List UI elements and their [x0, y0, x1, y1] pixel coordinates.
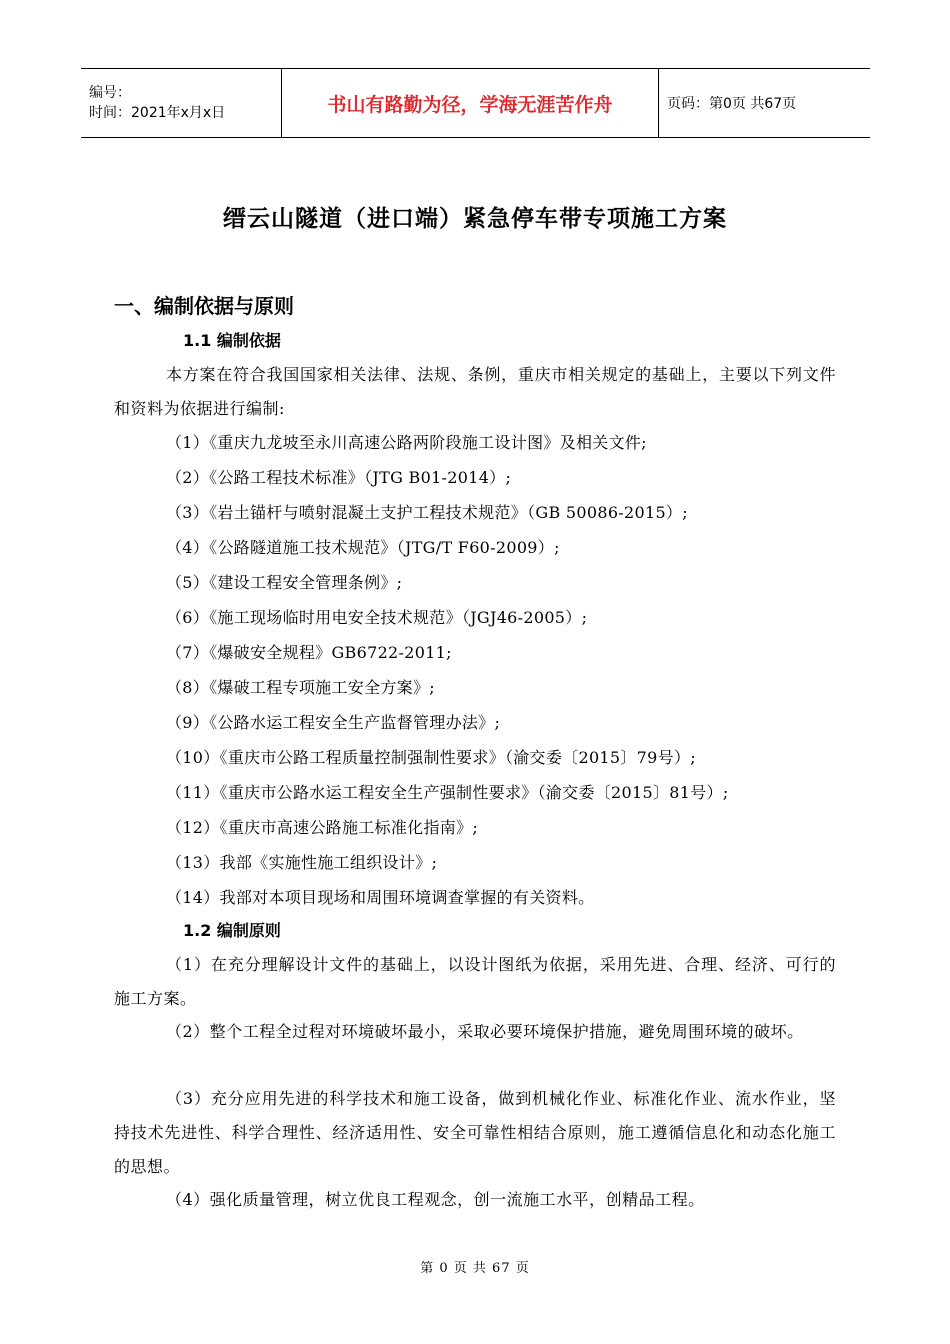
page-footer: 第 0 页 共 67 页 — [420, 1261, 530, 1276]
principle-paragraph: （4）强化质量管理，树立优良工程观念，创一流施工水平，创精品工程。 — [166, 1190, 705, 1209]
intro-paragraph: 本方案在符合我国国家相关法律、法规、条例，重庆市相关规定的基础上，主要以下列文件和资料为依据进行编制: — [114, 365, 836, 418]
basis-item: （14）我部对本项目现场和周围环境调查掌握的有关资料。 — [166, 888, 595, 907]
subsection-heading-1-1: 1.1 编制依据 — [183, 331, 281, 350]
document-title: 缙云山隧道（进口端）紧急停车带专项施工方案 — [223, 206, 727, 232]
header-page-info — [659, 69, 870, 137]
basis-item: （13）我部《实施性施工组织设计》; — [166, 853, 438, 872]
basis-item: （1）《重庆九龙坡至永川高速公路两阶段施工设计图》及相关文件; — [166, 433, 647, 452]
page-info-text: 页码：第0页 共67页 — [667, 96, 797, 112]
section-heading-1: 一、编制依据与原则 — [114, 294, 294, 318]
basis-item: （4）《公路隧道施工技术规范》（JTG/T F60-2009）; — [166, 538, 560, 557]
basis-item: （7）《爆破安全规程》GB6722-2011; — [166, 643, 452, 662]
basis-item: （10）《重庆市公路工程质量控制强制性要求》（渝交委〔2015〕79号）; — [166, 748, 696, 767]
basis-item: （11）《重庆市公路水运工程安全生产强制性要求》（渝交委〔2015〕81号）; — [166, 783, 729, 802]
page-header — [81, 68, 870, 138]
header-meta — [81, 69, 281, 137]
document-number-label: 编号： — [89, 85, 131, 101]
motto-text: 书山有路勤为径，学海无涯苦作舟 — [327, 93, 613, 116]
basis-item: （8）《爆破工程专项施工安全方案》; — [166, 678, 435, 697]
subsection-heading-1-2: 1.2 编制原则 — [183, 921, 281, 940]
basis-item: （9）《公路水运工程安全生产监督管理办法》; — [166, 713, 501, 732]
basis-item: （3）《岩土锚杆与喷射混凝土支护工程技术规范》（GB 50086-2015）; — [166, 503, 688, 522]
basis-item: （6）《施工现场临时用电安全技术规范》（JGJ46-2005）; — [166, 608, 588, 627]
document-time: 时间：2021年x月x日 — [89, 105, 226, 121]
basis-item: （5）《建设工程安全管理条例》; — [166, 573, 403, 592]
principle-paragraph: （2）整个工程全过程对环境破坏最小，采取必要环境保护措施，避免周围环境的破坏。 — [166, 1022, 804, 1041]
principle-paragraph: （1）在充分理解设计文件的基础上，以设计图纸为依据，采用先进、合理、经济、可行的施工方案。 — [114, 955, 836, 1008]
basis-item: （12）《重庆市高速公路施工标准化指南》; — [166, 818, 479, 837]
basis-item: （2）《公路工程技术标准》（JTG B01-2014）; — [166, 468, 512, 487]
header-motto — [281, 69, 659, 137]
principle-paragraph: （3）充分应用先进的科学技术和施工设备，做到机械化作业、标准化作业、流水作业，坚持技术先进性、科学合理性、经济适用性、安全可靠性相结合原则，施工遵循信息化和动态化施工的思想。 — [114, 1089, 836, 1176]
